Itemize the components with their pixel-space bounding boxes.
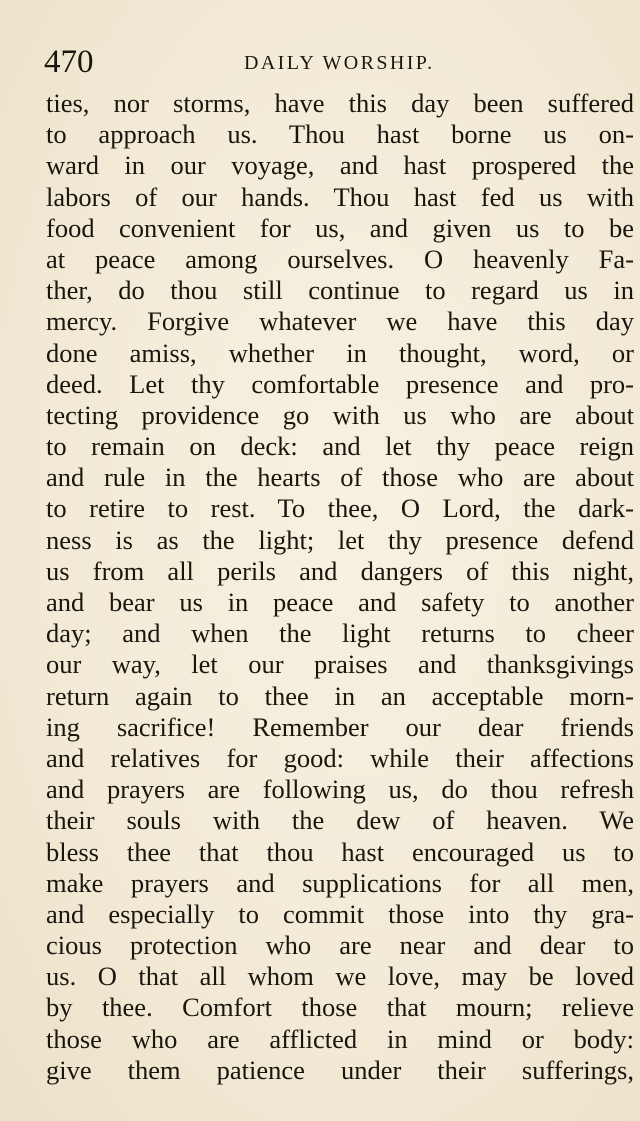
- text-line: and relatives for good: while their affections: [46, 742, 634, 773]
- text-line: ties, nor storms, have this day been suffered: [46, 88, 634, 118]
- text-line: return again to thee in an acceptable morn-: [46, 680, 634, 711]
- text-line: their souls with the dew of heaven. We: [46, 805, 634, 836]
- text-line: those who are afflicted in mind or body:: [46, 1023, 634, 1054]
- text-line: and especially to commit those into thy gra-: [46, 898, 634, 929]
- text-line: food convenient for us, and given us to be: [46, 212, 634, 243]
- text-line: day; and when the light returns to cheer: [46, 618, 634, 649]
- text-line: make prayers and supplications for all men,: [46, 867, 634, 898]
- text-line: deed. Let thy comfortable presence and pro-: [46, 368, 634, 399]
- text-line: and rule in the hearts of those who are about: [46, 462, 634, 493]
- page-number: 470: [44, 44, 94, 80]
- text-line: to retire to rest. To thee, O Lord, the dark-: [46, 493, 634, 524]
- text-line: our way, let our praises and thanksgivings: [46, 649, 634, 680]
- text-line: ther, do thou still continue to regard us in: [46, 275, 634, 306]
- text-line: ness is as the light; let thy presence defend: [46, 524, 634, 555]
- text-line: labors of our hands. Thou hast fed us with: [46, 181, 634, 212]
- running-title: DAILY WORSHIP.: [244, 52, 435, 74]
- text-line: cious protection who are near and dear to: [46, 930, 634, 961]
- text-line: us. O that all whom we love, may be loved: [46, 961, 634, 992]
- text-line: and prayers are following us, do thou refresh: [46, 774, 634, 805]
- text-line: and bear us in peace and safety to another: [46, 587, 634, 617]
- text-line: us from all perils and dangers of this night,: [46, 555, 634, 586]
- text-line: mercy. Forgive whatever we have this day: [46, 306, 634, 337]
- text-line: ward in our voyage, and hast prospered the: [46, 150, 634, 181]
- text-line: done amiss, whether in thought, word, or: [46, 337, 634, 368]
- text-line: to approach us. Thou hast borne us on-: [46, 119, 634, 150]
- text-line: to remain on deck: and let thy peace reign: [46, 431, 634, 462]
- text-line: by thee. Comfort those that mourn; relieve: [46, 992, 634, 1023]
- page-header: [44, 42, 630, 82]
- body-text: [46, 88, 634, 1086]
- text-line: at peace among ourselves. O heavenly Fa-: [46, 243, 634, 274]
- text-line: tecting providence go with us who are about: [46, 399, 634, 430]
- text-line: give them patience under their sufferings,: [46, 1054, 634, 1085]
- text-line: ing sacrifice! Remember our dear friends: [46, 711, 634, 742]
- text-line: bless thee that thou hast encouraged us to: [46, 836, 634, 867]
